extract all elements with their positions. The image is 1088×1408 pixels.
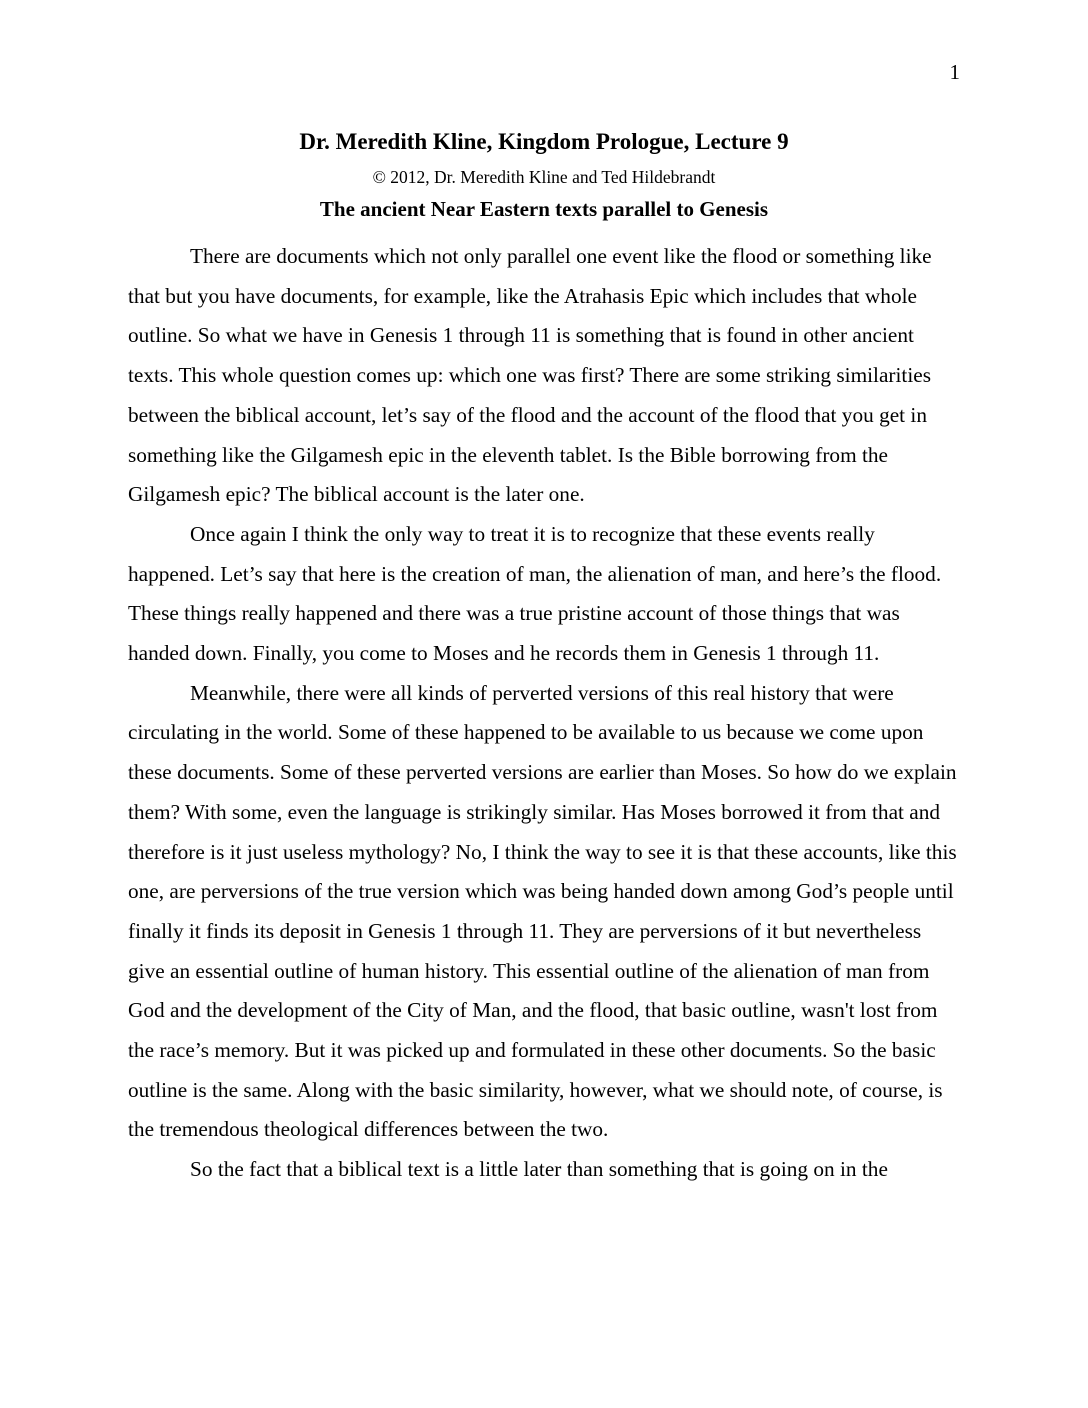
paragraph-1: There are documents which not only parallel one event like the flood or something like that but you have documents, for example, like the Atrahasis Epic which includes that whole outline. So what we have in Genesis 1 through 11 is something that is found in other ancient texts. This whole question comes up: which one was first? There are some striking similarities between the biblical account, let’s say of the flood and the account of the flood that you get in something like the Gilgamesh epic in the eleventh tablet. Is the Bible borrowing from the Gilgamesh epic? The biblical account is the later one. xyxy=(128,244,932,507)
paragraph-3: Meanwhile, there were all kinds of perverted versions of this real history that were circulating in the world. Some of these happened to be available to us because we come upon these documents. Some of these perverted versions are earlier than Moses. So how do we explain them? With some, even the language is strikingly similar. Has Moses borrowed it from that and therefore is it just useless mythology? No, I think the way to see it is that these accounts, like this one, are perversions of the true version which was being handed down among God’s people until finally it finds its deposit in Genesis 1 through 11. They are perversions of it but nevertheless give an essential outline of human history. This essential outline of the alienation of man from God and the development of the City of Man, and the flood, that basic outline, wasn't lost from the race’s memory. But it was picked up and formulated in these other documents. So the basic outline is the same. Along with the basic similarity, however, what we should note, of course, is the tremendous theological differences between the two. xyxy=(128,680,957,1142)
page-number: 1 xyxy=(949,60,960,84)
document-title: Dr. Meredith Kline, Kingdom Prologue, Lecture 9 xyxy=(299,129,789,154)
document-subtitle: The ancient Near Eastern texts parallel to Genesis xyxy=(319,197,769,221)
paragraph-4: So the fact that a biblical text is a little later than something that is going on in the xyxy=(190,1157,888,1182)
copyright-line: © 2012, Dr. Meredith Kline and Ted Hildebrandt xyxy=(372,167,716,187)
paragraph-2: Once again I think the only way to treat it is to recognize that these events really happened. Let’s say that here is the creation of man, the alienation of man, and here’s the flood. These things really happened and there was a true pristine account of those things that was handed down. Finally, you come to Moses and he records them in Genesis 1 through 11. xyxy=(128,521,942,666)
document-body xyxy=(128,237,960,1190)
